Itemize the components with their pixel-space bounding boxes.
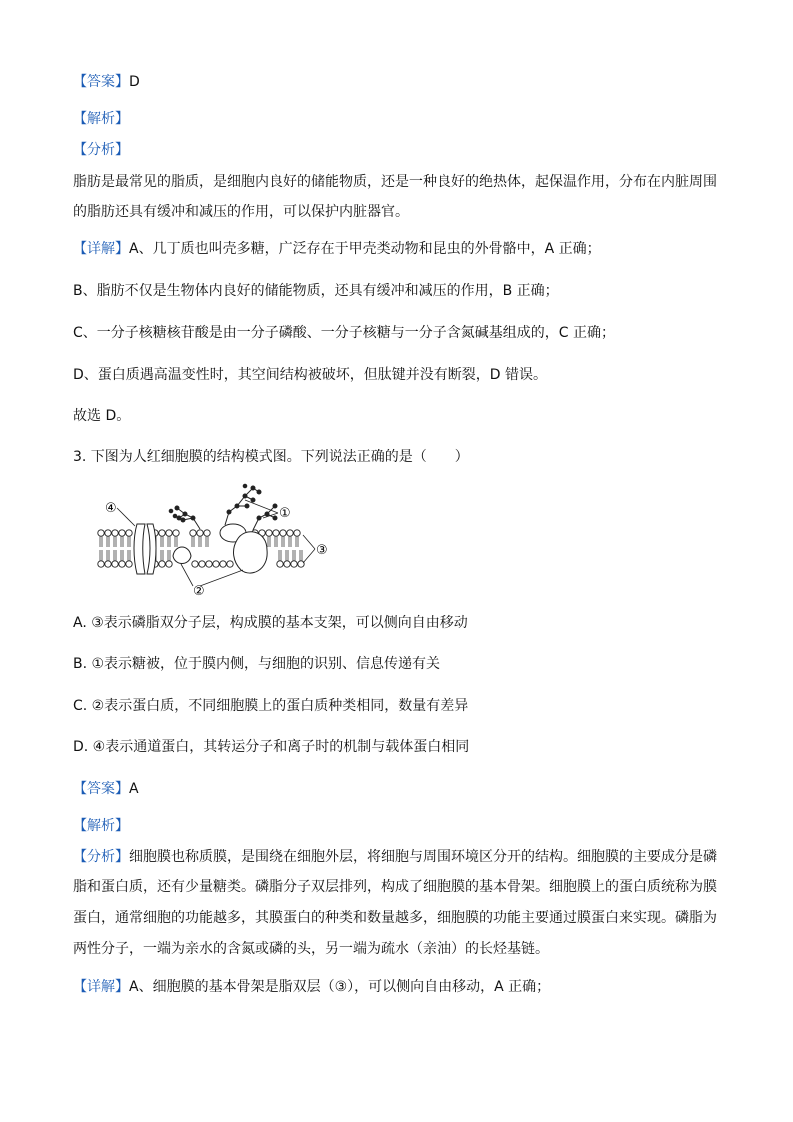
jiexi-tag: 【解析】 bbox=[73, 111, 129, 127]
option-a: A. ③表示磷脂双分子层，构成膜的基本支架，可以侧向自由移动 bbox=[73, 615, 468, 631]
cell-membrane-diagram bbox=[95, 478, 335, 598]
option-d: D. ④表示通道蛋白，其转运分子和离子时的机制与载体蛋白相同 bbox=[73, 739, 470, 755]
detail-line bbox=[73, 977, 550, 997]
fenxi-tag: 【分析】 bbox=[73, 849, 129, 865]
label-4: ④ bbox=[105, 501, 117, 516]
analysis-line: 脂和蛋白质，还有少量糖类。磷脂分子双层排列，构成了细胞膜的基本骨架。细胞膜上的蛋白质统称为膜 bbox=[73, 879, 717, 895]
top-heads bbox=[98, 530, 300, 536]
analysis-line: 两性分子，一端为亲水的含氮或磷的头，另一端为疏水（亲油）的长烃基链。 bbox=[73, 941, 549, 957]
detail-b: B、脂肪不仅是生物体内良好的储能物质，还具有缓冲和减压的作用，B 正确； bbox=[73, 283, 559, 299]
detail-c: C、一分子核糖核苷酸是由一分子磷酸、一分子核糖与一分子含氮碱基组成的，C 正确； bbox=[73, 325, 615, 341]
glycocalyx bbox=[169, 484, 277, 530]
label-1: ① bbox=[279, 506, 291, 521]
analysis-line: 的脂肪还具有缓冲和减压的作用，可以保护内脏器官。 bbox=[73, 204, 409, 220]
bottom-heads bbox=[98, 561, 304, 567]
detail-d: D、蛋白质遇高温变性时，其空间结构被破坏，但肽键并没有断裂，D 错误。 bbox=[73, 367, 548, 383]
answer-value: D bbox=[129, 74, 140, 90]
analysis-line: 蛋白，通常细胞的功能越多，其膜蛋白的种类和数量越多，细胞膜的功能主要通过膜蛋白来实现。磷脂为 bbox=[73, 910, 717, 926]
option-c: C. ②表示蛋白质，不同细胞膜上的蛋白质种类相同，数量有差异 bbox=[73, 698, 469, 714]
channel-protein bbox=[134, 524, 156, 574]
fatty-acid-tails bbox=[100, 536, 302, 561]
answer-value: A bbox=[129, 781, 139, 797]
conclusion: 故选 D。 bbox=[73, 408, 131, 424]
jiexi-tag: 【解析】 bbox=[73, 818, 129, 834]
phospholipid-bilayer bbox=[98, 530, 304, 567]
question-stem: 3. 下图为人红细胞膜的结构模式图。下列说法正确的是（ ） bbox=[73, 449, 469, 465]
label-2: ② bbox=[193, 584, 205, 598]
analysis-first: 细胞膜也称质膜，是围绕在细胞外层，将细胞与周围环境区分开的结构。细胞膜的主要成分是磷 bbox=[129, 849, 717, 865]
small-protein bbox=[173, 547, 191, 564]
detail-a: A、几丁质也叫壳多糖，广泛存在于甲壳类动物和昆虫的外骨骼中，A 正确； bbox=[129, 241, 601, 257]
detail-tag: 【详解】 bbox=[73, 979, 129, 995]
analysis-line: 脂肪是最常见的脂质，是细胞内良好的储能物质，还是一种良好的绝热体，起保温作用，分布在内脏周围 bbox=[73, 174, 717, 190]
transmembrane-protein bbox=[234, 532, 268, 573]
analysis-line bbox=[73, 847, 717, 867]
label-3: ③ bbox=[316, 543, 328, 558]
detail-tag: 【详解】 bbox=[73, 241, 129, 257]
fenxi-tag: 【分析】 bbox=[73, 142, 129, 158]
answer-tag: 【答案】 bbox=[73, 781, 129, 797]
detail-a: A、细胞膜的基本骨架是脂双层（③），可以侧向自由移动，A 正确； bbox=[129, 979, 551, 995]
option-b: B. ①表示糖被，位于膜内侧，与细胞的识别、信息传递有关 bbox=[73, 656, 441, 672]
answer-line bbox=[73, 72, 140, 92]
answer-line bbox=[73, 779, 139, 799]
answer-tag: 【答案】 bbox=[73, 74, 129, 90]
detail-line bbox=[73, 239, 601, 259]
